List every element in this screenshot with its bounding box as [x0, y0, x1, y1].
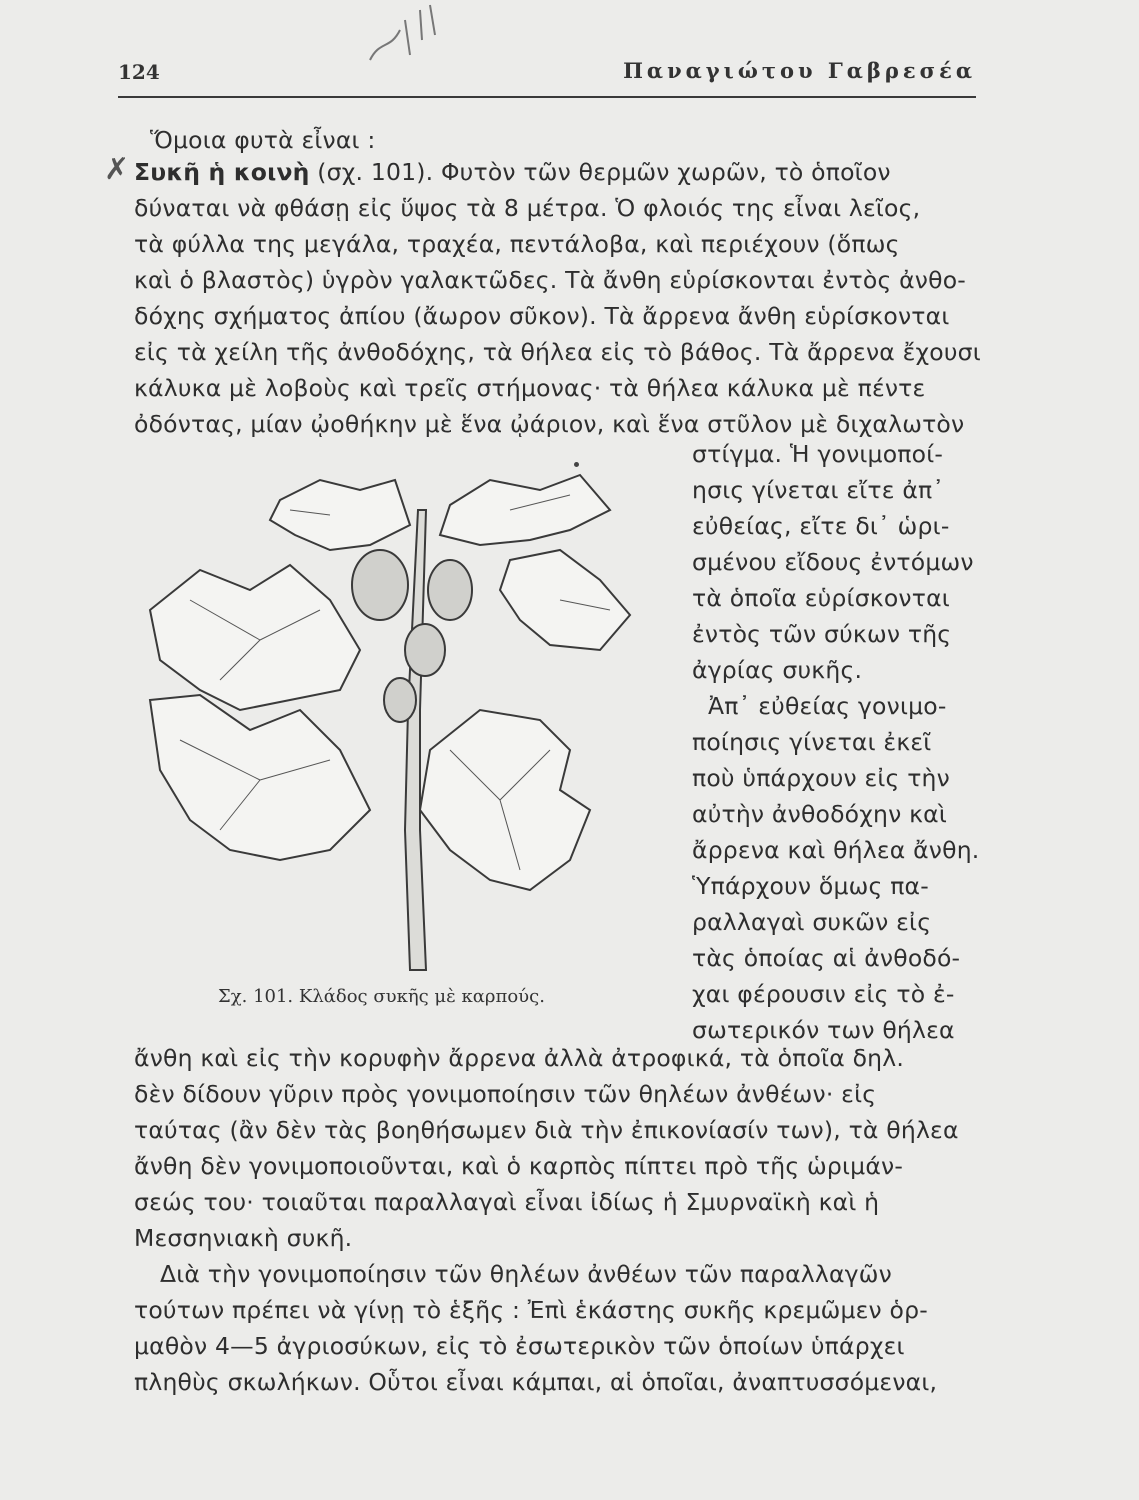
- side-text-line: στίγμα. Ἡ γονιμοποί-: [692, 440, 944, 468]
- fig-branch-drawing: [130, 450, 690, 985]
- side-text-line: ποὺ ὑπάρχουν εἰς τὴν: [692, 764, 950, 792]
- side-text-line: τὰ ὁποῖα εὑρίσκονται: [692, 584, 950, 612]
- text-line: τούτων πρέπει νὰ γίνῃ τὸ ἑξῆς : Ἐπὶ ἑκάστης συκῆς κρεμῶμεν ὁρ-: [134, 1296, 928, 1324]
- side-text-line: ἐντὸς τῶν σύκων τῆς: [692, 620, 952, 648]
- side-text-line: Ὑπάρχουν ὅμως πα-: [692, 872, 929, 900]
- text-line: ἄνθη δὲν γονιμοποιοῦνται, καὶ ὁ καρπὸς πίπτει πρὸ τῆς ὡριμάν-: [134, 1152, 904, 1180]
- side-text-line: τὰς ὁποίας αἱ ἀνθοδό-: [692, 944, 961, 972]
- text-line: δόχης σχήματος ἀπίου (ἄωρον σῦκον). Τὰ ἄρρενα ἄνθη εὑρίσκονται: [134, 302, 950, 330]
- side-text-line: ραλλαγαὶ συκῶν εἰς: [692, 908, 932, 936]
- text-line: δύναται νὰ φθάσῃ εἰς ὕψος τὰ 8 μέτρα. Ὁ φλοιός της εἶναι λεῖος,: [134, 194, 921, 222]
- fig-branch-illustration: [130, 450, 690, 985]
- text-line: εἰς τὰ χείλη τῆς ἀνθοδόχης, τὰ θήλεα εἰς τὸ βάθος. Τὰ ἄρρενα ἔχουσι: [134, 338, 981, 366]
- side-text-line: αὐτὴν ἀνθοδόχην καὶ: [692, 800, 948, 828]
- side-text-line: σωτερικόν των θήλεα: [692, 1016, 955, 1044]
- text-line: σεώς του· τοιαῦται παραλλαγαὶ εἶναι ἰδίως ἡ Σμυρναϊκὴ καὶ ἡ: [134, 1188, 880, 1216]
- text-line: δὲν δίδουν γῦριν πρὸς γονιμοποίησιν τῶν θηλέων ἀνθέων· εἰς: [134, 1080, 877, 1108]
- side-text-line: ποίησις γίνεται ἐκεῖ: [692, 728, 932, 756]
- side-text-line: χαι φέρουσιν εἰς τὸ ἐ-: [692, 980, 955, 1008]
- side-text-line: εὐθείας, εἴτε δι᾽ ὡρι-: [692, 512, 950, 540]
- margin-cross-mark: ✗: [104, 152, 130, 187]
- heading-continuation: (σχ. 101). Φυτὸν τῶν θερμῶν χωρῶν, τὸ ὁποῖον: [309, 158, 891, 186]
- text-line: ταύτας (ἂν δὲν τὰς βοηθήσωμεν διὰ τὴν ἐπικονίασίν των), τὰ θήλεα: [134, 1116, 959, 1144]
- text-line: Διὰ τὴν γονιμοποίησιν τῶν θηλέων ἀνθέων τῶν παραλλαγῶν: [160, 1260, 892, 1288]
- section-heading: Συκῆ ἡ κοινὴ: [134, 158, 310, 186]
- text-line: μαθὸν 4—5 ἀγριοσύκων, εἰς τὸ ἐσωτερικὸν τῶν ὁποίων ὑπάρχει: [134, 1332, 905, 1360]
- text-line: πληθὺς σκωλήκων. Οὗτοι εἶναι κάμπαι, αἱ ὁποῖαι, ἀναπτυσσόμεναι,: [134, 1368, 938, 1396]
- text-line: ἄνθη καὶ εἰς τὴν κορυφὴν ἄρρενα ἀλλὰ ἀτροφικά, τὰ ὁποῖα δηλ.: [134, 1044, 905, 1072]
- running-head: Παναγιώτου Γαβρεσέα: [623, 58, 976, 83]
- text-line: τὰ φύλλα της μεγάλα, τραχέα, πεντάλοβα, καὶ περιέχουν (ὅπως: [134, 230, 900, 258]
- page-number: 124: [118, 60, 160, 84]
- text-line: καὶ ὁ βλαστὸς) ὑγρὸν γαλακτῶδες. Τὰ ἄνθη εὑρίσκονται ἐντὸς ἀνθο-: [134, 266, 966, 294]
- side-text-line: Ἀπ᾽ εὐθείας γονιμο-: [708, 692, 947, 720]
- text-line: κάλυκα μὲ λοβοὺς καὶ τρεῖς στήμονας· τὰ θήλεα κάλυκα μὲ πέντε: [134, 374, 926, 402]
- section-heading-line: [134, 158, 891, 186]
- text-line: Ὅμοια φυτὰ εἶναι :: [150, 126, 376, 154]
- side-text-line: σμένου εἴδους ἐντόμων: [692, 548, 974, 576]
- side-text-line: ησις γίνεται εἴτε ἀπ᾽: [692, 476, 945, 504]
- side-text-line: ἄρρενα καὶ θήλεα ἄνθη.: [692, 836, 980, 864]
- page-header: [118, 56, 976, 98]
- text-line: ὀδόντας, μίαν ᾠοθήκην μὲ ἕνα ᾠάριον, καὶ ἕνα στῦλον μὲ διχαλωτὸν: [134, 410, 965, 438]
- figure-caption: Σχ. 101. Κλάδος συκῆς μὲ καρπούς.: [218, 986, 545, 1007]
- text-line: Μεσσηνιακὴ συκῆ.: [134, 1224, 353, 1252]
- side-text-line: ἀγρίας συκῆς.: [692, 656, 863, 684]
